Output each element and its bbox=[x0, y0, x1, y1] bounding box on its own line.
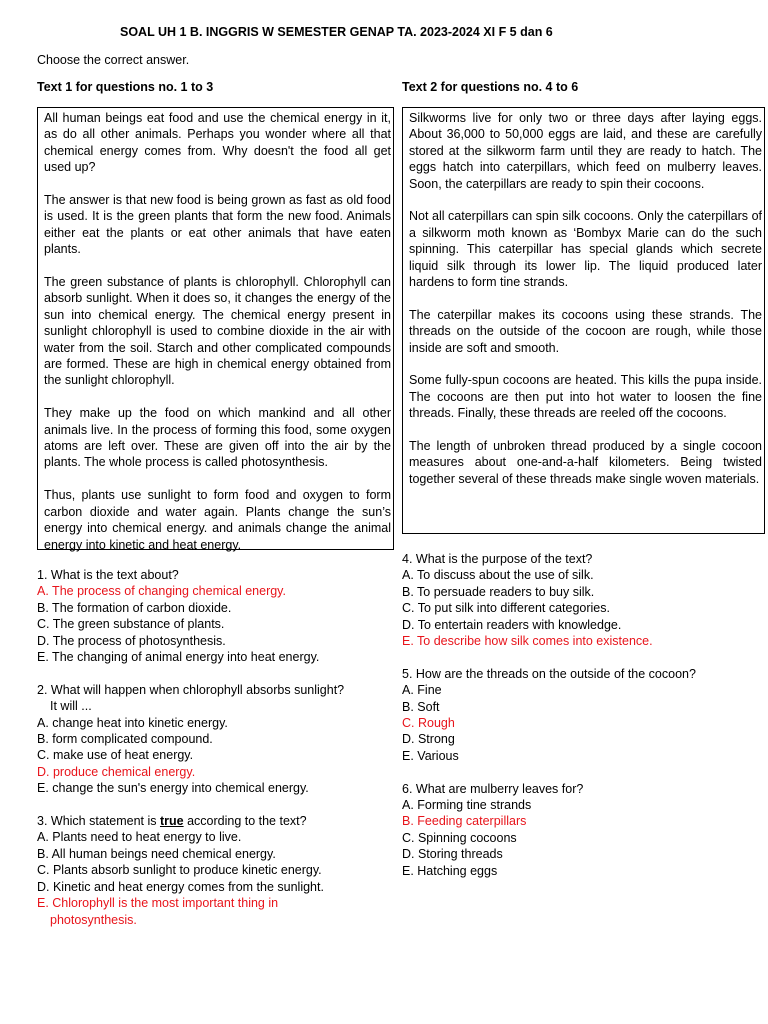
instruction: Choose the correct answer. bbox=[37, 53, 190, 67]
text1-paragraph: The answer is that new food is being grown as fast as old food is used. It is the green plants that form the new food. Animals either eat the plants or eat other animals that have eaten plants. bbox=[44, 193, 391, 257]
answer-option: A. Fine bbox=[402, 683, 442, 698]
question-stem: 4. What is the purpose of the text? bbox=[402, 552, 593, 566]
answer-option-correct: C. Rough bbox=[402, 716, 455, 731]
answer-option: C. Plants absorb sunlight to produce kinetic energy. bbox=[37, 863, 322, 878]
answer-option: C. Spinning cocoons bbox=[402, 830, 517, 845]
answer-option-correct: E. To describe how silk comes into existence. bbox=[402, 634, 653, 649]
answer-option: A. Forming tine strands bbox=[402, 798, 532, 813]
questions-left-column bbox=[37, 567, 392, 944]
answer-option: C. To put silk into different categories. bbox=[402, 601, 610, 616]
page-title: SOAL UH 1 B. INGGRIS W SEMESTER GENAP TA. 2023-2024 XI F 5 dan 6 bbox=[120, 25, 553, 39]
answer-option: E. change the sun's energy into chemical energy. bbox=[37, 781, 309, 796]
text2-passage bbox=[402, 107, 765, 534]
question-4 bbox=[402, 551, 762, 649]
answer-option-correct-continuation: photosynthesis. bbox=[50, 912, 137, 927]
answer-option-correct: E. Chlorophyll is the most important thing in bbox=[37, 896, 279, 911]
question-stem-start: 3. Which statement is bbox=[37, 814, 160, 829]
answer-option: D. Storing threads bbox=[402, 847, 503, 862]
answer-option: B. Soft bbox=[402, 699, 440, 714]
question-6 bbox=[402, 781, 762, 879]
emphasis-true: true bbox=[159, 814, 184, 829]
answer-option: C. make use of heat energy. bbox=[37, 748, 194, 763]
text2-paragraph: The length of unbroken thread produced by a single cocoon measures about one-and-a-half kilometers. Being twisted together several of these threads make single woven materials. bbox=[409, 439, 762, 486]
answer-option: A. Plants need to heat energy to live. bbox=[37, 830, 242, 845]
question-5 bbox=[402, 666, 762, 764]
text1-paragraph: The green substance of plants is chlorophyll. Chlorophyll can absorb sunlight. When it does so, it changes the energy of the sun into chemical energy. The chemical energy present in sunlight chlorophyll is used to combine dioxide in the air with water from the soil. Starch and other complicated compounds are formed. These are high in chemical energy obtained from the sunlight chlorophyll. bbox=[44, 275, 391, 388]
answer-option: E. Hatching eggs bbox=[402, 863, 498, 878]
answer-option: D. The process of photosynthesis. bbox=[37, 633, 226, 648]
answer-option: B. The formation of carbon dioxide. bbox=[37, 600, 232, 615]
text1-paragraph: All human beings eat food and use the chemical energy in it, as do all other animals. Perhaps you wonder where all that chemical energy comes from. Why doesn't the food all get used up? bbox=[44, 111, 391, 175]
answer-option: A. To discuss about the use of silk. bbox=[402, 568, 594, 583]
answer-option: B. All human beings need chemical energy. bbox=[37, 846, 276, 861]
question-stem: 6. What are mulberry leaves for? bbox=[402, 781, 584, 796]
text1-paragraph: They make up the food on which mankind and all other animals live. In the process of forming this food, some oxygen atoms are left over. These are given off into the air by the plants. The whole process is called photosynthesis. bbox=[44, 406, 391, 470]
answer-option: C. The green substance of plants. bbox=[37, 617, 225, 632]
text1-paragraph: Thus, plants use sunlight to form food and oxygen to form carbon dioxide and water again. Plants change the sun’s energy into chemical energy. and animals change the animal energy into kinetic and heat energy. bbox=[44, 488, 391, 552]
question-stem bbox=[37, 813, 392, 829]
text1-passage bbox=[37, 107, 394, 550]
text2-paragraph: The caterpillar makes its cocoons using these strands. The threads on the outside of the cocoon are rough, while those inside are soft and smooth. bbox=[409, 307, 762, 355]
answer-option: A. change heat into kinetic energy. bbox=[37, 715, 228, 730]
answer-option: D. To entertain readers with knowledge. bbox=[402, 617, 622, 632]
questions-right-column bbox=[402, 551, 762, 895]
question-stem-continuation: It will ... bbox=[50, 699, 92, 714]
answer-option: B. To persuade readers to buy silk. bbox=[402, 584, 595, 599]
question-stem: 5. How are the threads on the outside of the cocoon? bbox=[402, 666, 696, 681]
text2-paragraph: Some fully-spun cocoons are heated. This kills the pupa inside. The cocoons are then put into hot water to loosen the fine threads. Finally, these threads are reeled off the cocoons. bbox=[409, 373, 762, 421]
answer-option: E. Various bbox=[402, 748, 459, 763]
answer-option-correct: A. The process of changing chemical energy. bbox=[37, 584, 286, 599]
text2-paragraph: Not all caterpillars can spin silk cocoons. Only the caterpillars of a silkworm moth known as ‘Bombyx Marie can do the such spinning. This caterpillar has special glands which secrete liquid silk through its lower lip. The liquid produced later hardens to form tine strands. bbox=[409, 209, 762, 290]
answer-option: E. The changing of animal energy into heat energy. bbox=[37, 650, 320, 665]
answer-option: B. form complicated compound. bbox=[37, 732, 213, 747]
answer-option: D. Strong bbox=[402, 732, 455, 747]
question-3 bbox=[37, 813, 392, 928]
text2-paragraph: Silkworms live for only two or three days after laying eggs. About 36,000 to 50,000 eggs are laid, and these are carefully stored at the silkworm farm until they are ready to hatch. The eggs hatch into caterpillars, which feed on mulberry leaves. Soon, the caterpillars are ready to spin their cocoons. bbox=[409, 111, 762, 191]
answer-option-correct: B. Feeding caterpillars bbox=[402, 814, 527, 829]
question-stem: 2. What will happen when chlorophyll absorbs sunlight? bbox=[37, 682, 345, 697]
answer-option-correct: D. produce chemical energy. bbox=[37, 764, 196, 779]
question-1 bbox=[37, 567, 392, 665]
question-2 bbox=[37, 682, 392, 797]
question-stem: 1. What is the text about? bbox=[37, 568, 179, 582]
text2-heading: Text 2 for questions no. 4 to 6 bbox=[402, 80, 579, 94]
answer-option: D. Kinetic and heat energy comes from the sunlight. bbox=[37, 879, 324, 894]
text1-heading: Text 1 for questions no. 1 to 3 bbox=[37, 80, 214, 94]
question-stem-end: according to the text? bbox=[183, 814, 307, 829]
